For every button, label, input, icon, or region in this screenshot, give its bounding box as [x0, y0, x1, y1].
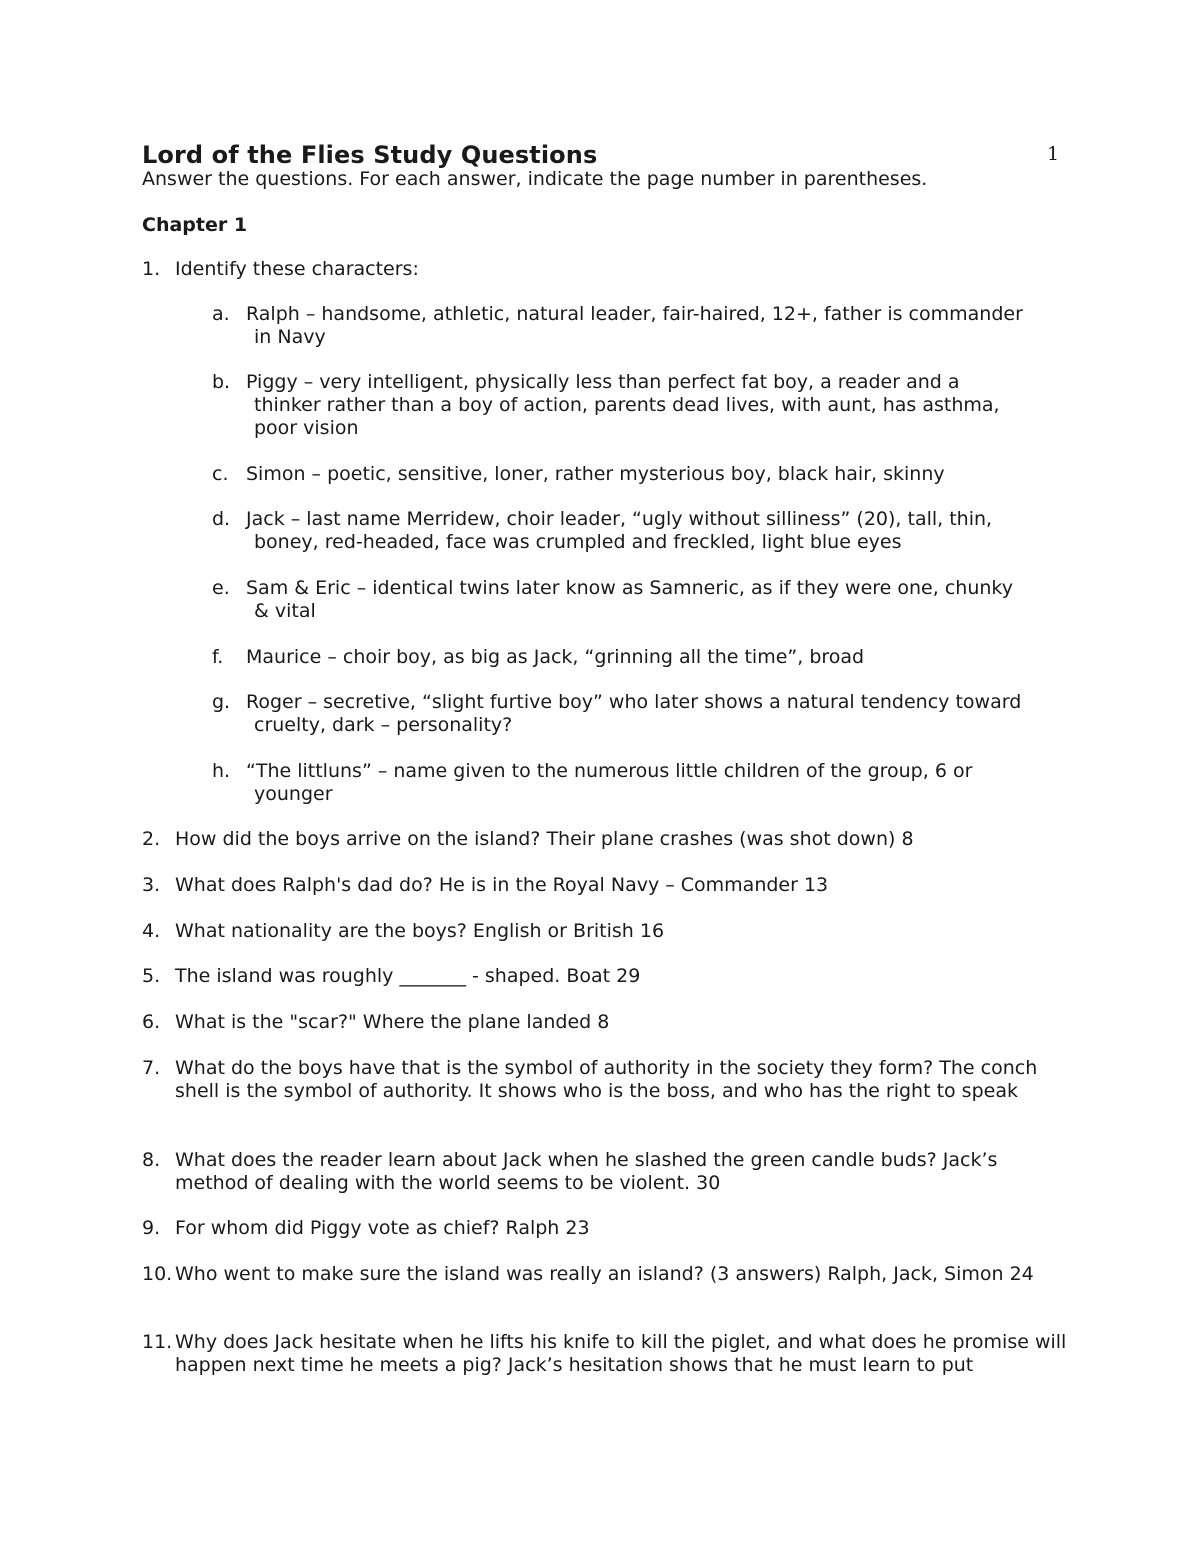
page-number: 1	[1047, 143, 1060, 165]
character-item	[212, 691, 1062, 737]
character-description-continued: younger	[254, 783, 333, 805]
question-text: Who went to make sure the island was really an island? (3 answers) Ralph, Jack, Simon 24	[175, 1263, 1034, 1285]
question-text: Identify these characters:	[175, 258, 419, 280]
character-letter: h.	[212, 760, 231, 782]
question-item	[142, 1011, 1072, 1034]
character-letter: c.	[212, 463, 229, 485]
question-text: How did the boys arrive on the island? Their plane crashes (was shot down) 8	[175, 828, 914, 850]
question-item	[142, 965, 1072, 988]
character-item	[212, 646, 1062, 669]
character-item	[212, 303, 1062, 349]
character-description: Piggy – very intelligent, physically less than perfect fat boy, a reader and a	[246, 371, 960, 393]
chapter-heading: Chapter 1	[142, 214, 248, 236]
character-description: Ralph – handsome, athletic, natural leader, fair-haired, 12+, father is commander	[246, 303, 1023, 325]
question-item	[142, 1057, 1072, 1103]
question-text: What nationality are the boys? English or British 16	[175, 920, 665, 942]
question-item	[142, 1217, 1072, 1240]
character-description: Roger – secretive, “slight furtive boy” who later shows a natural tendency toward	[246, 691, 1022, 713]
character-item	[212, 760, 1062, 806]
character-description-continued: & vital	[254, 600, 316, 622]
question-item	[142, 874, 1072, 897]
question-number: 9.	[142, 1217, 161, 1239]
character-description: Simon – poetic, sensitive, loner, rather mysterious boy, black hair, skinny	[246, 463, 945, 485]
question-text: For whom did Piggy vote as chief? Ralph 23	[175, 1217, 590, 1239]
character-description-continued: in Navy	[254, 326, 326, 348]
question-text: What does Ralph's dad do? He is in the Royal Navy – Commander 13	[175, 874, 829, 896]
question-number: 1.	[142, 258, 161, 280]
question-number: 2.	[142, 828, 161, 850]
character-description-continued: cruelty, dark – personality?	[254, 714, 513, 736]
question-text: What do the boys have that is the symbol of authority in the society they form? The conch shell is the symbol of authority. It shows who is the boss, and who has the right to speak	[175, 1057, 1038, 1102]
question-number: 5.	[142, 965, 161, 987]
question-number: 7.	[142, 1057, 161, 1079]
question-number: 8.	[142, 1149, 161, 1171]
character-letter: b.	[212, 371, 231, 393]
question-text: What is the "scar?" Where the plane landed 8	[175, 1011, 610, 1033]
character-description: Jack – last name Merridew, choir leader, “ugly without silliness” (20), tall, thin,	[246, 508, 993, 530]
question-item	[142, 1149, 1072, 1195]
character-item	[212, 463, 1062, 486]
question-number: 4.	[142, 920, 161, 942]
character-description: Maurice – choir boy, as big as Jack, “grinning all the time”, broad	[246, 646, 865, 668]
character-description-continued: thinker rather than a boy of action, parents dead lives, with aunt, has asthma, poor vision	[254, 394, 1000, 439]
character-description: Sam & Eric – identical twins later know as Samneric, as if they were one, chunky	[246, 577, 1013, 599]
question-item	[142, 1331, 1072, 1377]
character-item	[212, 577, 1062, 623]
question-number: 6.	[142, 1011, 161, 1033]
question-text: The island was roughly _______ - shaped. Boat 29	[175, 965, 641, 987]
character-letter: g.	[212, 691, 231, 713]
character-letter: f.	[212, 646, 224, 668]
character-letter: e.	[212, 577, 230, 599]
question-number: 11.	[142, 1331, 173, 1353]
character-letter: d.	[212, 508, 231, 530]
question-number: 10.	[142, 1263, 173, 1285]
document-title: Lord of the Flies Study Questions	[142, 141, 598, 169]
character-letter: a.	[212, 303, 230, 325]
question-item	[142, 258, 1072, 281]
character-description-continued: boney, red-headed, face was crumpled and freckled, light blue eyes	[254, 531, 902, 553]
question-number: 3.	[142, 874, 161, 896]
character-item	[212, 508, 1062, 554]
question-item	[142, 828, 1072, 851]
question-text: What does the reader learn about Jack when he slashed the green candle buds? Jack’s method of dealing with the world seems to be violent. 30	[175, 1149, 998, 1194]
character-item	[212, 371, 1062, 440]
question-item	[142, 1263, 1072, 1286]
question-item	[142, 920, 1072, 943]
instructions-text: Answer the questions. For each answer, indicate the page number in parentheses.	[142, 168, 928, 190]
question-text: Why does Jack hesitate when he lifts his knife to kill the piglet, and what does he promise will happen next time he meets a pig? Jack’s hesitation shows that he must learn to put	[175, 1331, 1067, 1376]
character-description: “The littluns” – name given to the numerous little children of the group, 6 or	[246, 760, 973, 782]
